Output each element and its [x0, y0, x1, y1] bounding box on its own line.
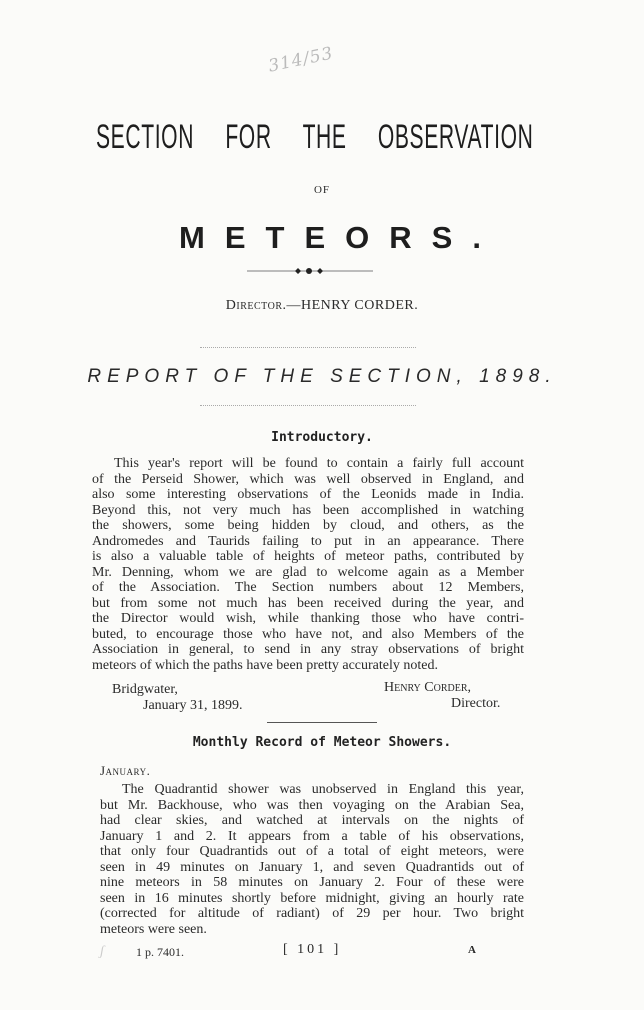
- section-title: SECTION FOR THE OBSERVATION: [96, 118, 534, 156]
- text-line: nine meteors in 58 minutes on January 2. Four of these were: [100, 875, 524, 890]
- text-line: (corrected for altitude of radiant) of 29 per hour. Two bright: [100, 906, 524, 921]
- ornament-divider-icon: [247, 266, 373, 276]
- signer-role: Director.: [451, 696, 501, 711]
- text-line: seen in 16 minutes shortly before midnight, giving an hourly rate: [100, 890, 524, 906]
- place: Bridgwater,: [112, 682, 178, 697]
- introductory-paragraph: [92, 456, 524, 673]
- text-line: of the Perseid Shower, which was well observed in England, and: [92, 471, 524, 487]
- text-line: This year's report will be found to contain a fairly full account: [114, 456, 524, 471]
- text-line: Andromedes and Taurids failing to put in an appearance. There: [92, 533, 524, 549]
- text-line: the Director would wish, while thanking those who have contri-: [92, 611, 524, 626]
- title-of: OF: [313, 184, 331, 196]
- text-line: the showers, some being hidden by cloud, and others, as the: [92, 518, 524, 533]
- text-line: that only four Quadrantids out of a total of eight meteors, were: [100, 844, 524, 859]
- monthly-heading: Monthly Record of Meteor Showers.: [192, 735, 452, 750]
- text-line: is also a valuable table of heights of meteor paths, contributed by: [92, 549, 524, 564]
- text-line: The Quadrantid shower was unobserved in England this year,: [122, 782, 524, 797]
- director-label: Director.: [225, 298, 287, 313]
- director-name: —HENRY CORDER.: [286, 298, 419, 313]
- text-line: meteors of which the paths have been pretty accurately noted.: [92, 657, 438, 673]
- text-line: buted, to encourage those who have not, and also Members of the: [92, 626, 524, 642]
- signer-name: Henry Corder,: [384, 680, 472, 695]
- text-line: had clear skies, and watched at intervals on the nights of: [100, 813, 524, 828]
- signature-letter: A: [468, 944, 476, 956]
- text-line: meteors were seen.: [100, 921, 207, 937]
- text-line: Association in general, to send in any stray observations of bright: [92, 642, 524, 657]
- wavy-divider: [200, 343, 416, 348]
- text-line: but from some not much has been received during the year, and: [92, 595, 524, 611]
- introductory-heading: Introductory.: [271, 430, 373, 445]
- monthly-paragraph: [100, 782, 524, 937]
- text-line: Beyond this, not very much has been accomplished in watching: [92, 502, 524, 518]
- page-number: [ 101 ]: [283, 942, 342, 957]
- subject-title: METEORS.: [179, 220, 501, 255]
- text-line: January 1 and 2. It appears from a table of his observations,: [100, 828, 524, 844]
- date: January 31, 1899.: [143, 698, 243, 713]
- signature-mark: 1 p. 7401.: [136, 945, 184, 959]
- text-line: Mr. Denning, whom we are glad to welcome again as a Member: [92, 564, 524, 580]
- report-title: REPORT OF THE SECTION, 1898.: [87, 366, 557, 387]
- marginalia-handwriting: 314/53: [266, 43, 336, 77]
- director-line: [0, 298, 644, 314]
- month-heading: January.: [100, 763, 151, 778]
- text-line: but Mr. Backhouse, who was then voyaging on the Arabian Sea,: [100, 797, 524, 813]
- section-rule: [267, 722, 377, 723]
- text-line: seen in 49 minutes on January 1, and seven Quadrantids out of: [100, 859, 524, 875]
- wavy-divider: [200, 401, 416, 406]
- text-line: of the Association. The Section numbers about 12 Members,: [92, 580, 524, 595]
- pencil-mark: ʃ: [100, 944, 105, 959]
- text-line: also some interesting observations of the Leonids made in India.: [92, 487, 524, 502]
